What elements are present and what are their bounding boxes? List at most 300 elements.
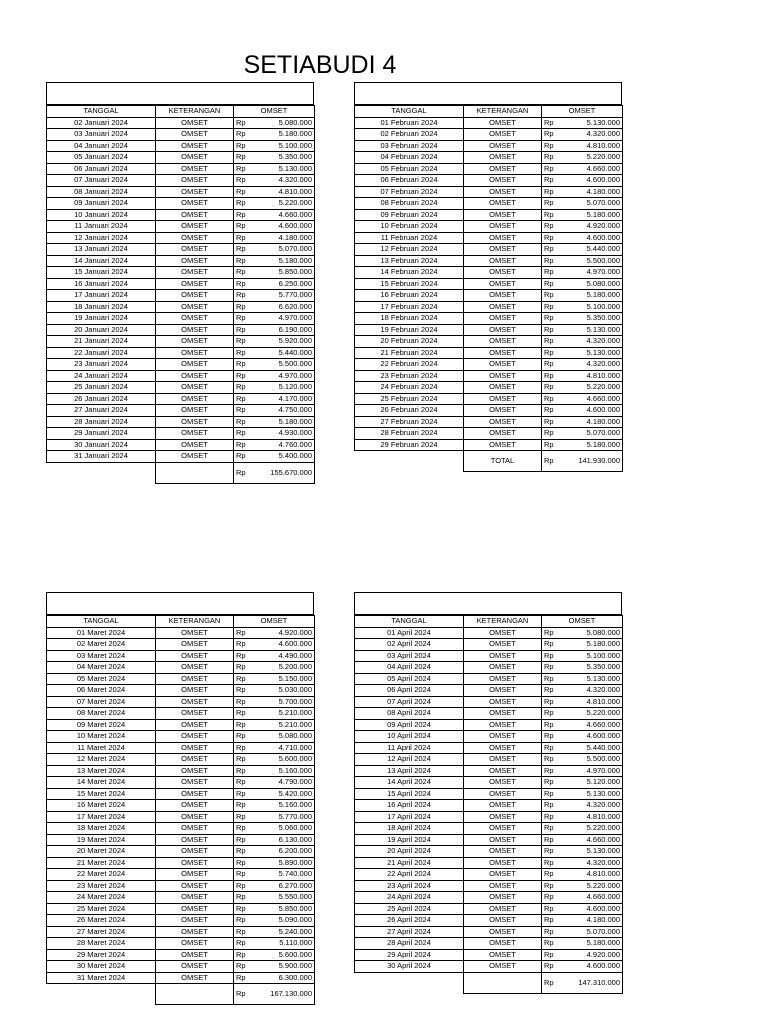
table-row [47, 650, 315, 662]
row-amount: 5.220.000 [560, 382, 623, 394]
row-amount: 4.660.000 [560, 892, 623, 904]
table-row [355, 301, 623, 313]
row-currency: Rp [542, 846, 560, 858]
table-row [47, 209, 315, 221]
row-keterangan: OMSET [464, 673, 542, 685]
row-amount: 4.600.000 [252, 639, 315, 651]
row-keterangan: OMSET [464, 915, 542, 927]
row-date: 20 Januari 2024 [47, 324, 156, 336]
row-currency: Rp [234, 696, 252, 708]
row-keterangan: OMSET [464, 370, 542, 382]
table-row [355, 938, 623, 950]
table-row [47, 221, 315, 233]
row-currency: Rp [234, 731, 252, 743]
header-omset: OMSET [542, 106, 623, 118]
table-row [355, 765, 623, 777]
row-amount: 4.750.000 [252, 405, 315, 417]
row-amount: 5.080.000 [560, 278, 623, 290]
row-date: 16 Januari 2024 [47, 278, 156, 290]
table-row [355, 382, 623, 394]
row-keterangan: OMSET [156, 880, 234, 892]
row-date: 17 Maret 2024 [47, 811, 156, 823]
row-keterangan: OMSET [464, 129, 542, 141]
row-keterangan: OMSET [464, 892, 542, 904]
total-label [156, 984, 234, 1005]
row-amount: 4.810.000 [560, 869, 623, 881]
row-date: 02 April 2024 [355, 639, 464, 651]
row-amount: 5.700.000 [252, 696, 315, 708]
row-currency: Rp [234, 823, 252, 835]
table-row [47, 846, 315, 858]
row-keterangan: OMSET [156, 823, 234, 835]
row-currency: Rp [234, 673, 252, 685]
row-date: 08 Maret 2024 [47, 708, 156, 720]
row-keterangan: OMSET [464, 765, 542, 777]
row-keterangan: OMSET [464, 267, 542, 279]
row-amount: 5.440.000 [560, 244, 623, 256]
row-keterangan: OMSET [464, 140, 542, 152]
row-keterangan: OMSET [156, 370, 234, 382]
row-amount: 5.180.000 [252, 416, 315, 428]
row-keterangan: OMSET [156, 708, 234, 720]
table-row [355, 788, 623, 800]
row-date: 04 Maret 2024 [47, 662, 156, 674]
row-amount: 5.350.000 [560, 313, 623, 325]
row-amount: 4.660.000 [560, 834, 623, 846]
row-date: 09 April 2024 [355, 719, 464, 731]
header-keterangan: KETERANGAN [156, 106, 234, 118]
row-amount: 4.810.000 [252, 186, 315, 198]
row-amount: 4.790.000 [252, 777, 315, 789]
row-keterangan: OMSET [156, 903, 234, 915]
row-amount: 4.660.000 [560, 719, 623, 731]
row-amount: 4.170.000 [252, 393, 315, 405]
table-row [355, 393, 623, 405]
table-row [47, 777, 315, 789]
row-keterangan: OMSET [464, 428, 542, 440]
row-currency: Rp [542, 278, 560, 290]
row-amount: 5.180.000 [560, 938, 623, 950]
row-amount: 5.500.000 [560, 255, 623, 267]
row-amount: 5.500.000 [560, 754, 623, 766]
row-keterangan: OMSET [156, 290, 234, 302]
row-date: 28 April 2024 [355, 938, 464, 950]
row-keterangan: OMSET [464, 278, 542, 290]
row-amount: 5.180.000 [560, 209, 623, 221]
row-amount: 5.210.000 [252, 719, 315, 731]
row-currency: Rp [234, 926, 252, 938]
row-amount: 4.600.000 [560, 405, 623, 417]
row-amount: 4.930.000 [252, 428, 315, 440]
row-keterangan: OMSET [464, 186, 542, 198]
row-date: 05 Februari 2024 [355, 163, 464, 175]
row-date: 04 April 2024 [355, 662, 464, 674]
row-currency: Rp [234, 290, 252, 302]
total-empty-cell [355, 451, 464, 472]
table-row [355, 961, 623, 973]
table-row [47, 972, 315, 984]
row-keterangan: OMSET [464, 221, 542, 233]
row-amount: 5.500.000 [252, 359, 315, 371]
table-caption-box [354, 592, 622, 615]
table-row [47, 708, 315, 720]
row-amount: 4.660.000 [560, 163, 623, 175]
row-currency: Rp [542, 129, 560, 141]
row-currency: Rp [542, 754, 560, 766]
row-currency: Rp [542, 175, 560, 187]
row-currency: Rp [542, 370, 560, 382]
table-row [47, 857, 315, 869]
table-row [355, 416, 623, 428]
row-date: 19 Februari 2024 [355, 324, 464, 336]
row-currency: Rp [542, 267, 560, 279]
row-date: 21 Januari 2024 [47, 336, 156, 348]
row-date: 03 April 2024 [355, 650, 464, 662]
row-date: 11 Maret 2024 [47, 742, 156, 754]
row-amount: 6.300.000 [252, 972, 315, 984]
table-row [355, 244, 623, 256]
row-amount: 4.180.000 [560, 915, 623, 927]
omset-table [354, 105, 623, 472]
row-amount: 5.440.000 [560, 742, 623, 754]
row-currency: Rp [542, 313, 560, 325]
row-keterangan: OMSET [156, 719, 234, 731]
row-date: 19 Maret 2024 [47, 834, 156, 846]
row-currency: Rp [234, 915, 252, 927]
table-row [355, 290, 623, 302]
row-keterangan: OMSET [156, 673, 234, 685]
row-keterangan: OMSET [464, 301, 542, 313]
row-amount: 5.130.000 [560, 788, 623, 800]
table-row [47, 811, 315, 823]
row-keterangan: OMSET [156, 800, 234, 812]
table-row [47, 451, 315, 463]
table-row [355, 152, 623, 164]
table-row [47, 405, 315, 417]
row-currency: Rp [234, 880, 252, 892]
row-keterangan: OMSET [156, 915, 234, 927]
row-keterangan: OMSET [156, 347, 234, 359]
row-currency: Rp [542, 650, 560, 662]
row-date: 29 Januari 2024 [47, 428, 156, 440]
row-keterangan: OMSET [156, 846, 234, 858]
header-omset: OMSET [542, 616, 623, 628]
row-currency: Rp [234, 846, 252, 858]
total-empty-cell [47, 462, 156, 483]
row-date: 03 Maret 2024 [47, 650, 156, 662]
row-currency: Rp [542, 347, 560, 359]
row-currency: Rp [542, 949, 560, 961]
row-date: 25 Maret 2024 [47, 903, 156, 915]
table-row [47, 347, 315, 359]
row-currency: Rp [234, 267, 252, 279]
row-amount: 4.710.000 [252, 742, 315, 754]
row-amount: 5.220.000 [560, 823, 623, 835]
row-currency: Rp [234, 313, 252, 325]
row-amount: 5.440.000 [252, 347, 315, 359]
table-row [47, 627, 315, 639]
row-date: 05 April 2024 [355, 673, 464, 685]
omset-table [46, 615, 315, 1005]
table-row [47, 915, 315, 927]
row-currency: Rp [234, 324, 252, 336]
row-keterangan: OMSET [156, 313, 234, 325]
page-title: SETIABUDI 4 [243, 51, 397, 79]
row-date: 19 April 2024 [355, 834, 464, 846]
row-date: 31 Januari 2024 [47, 451, 156, 463]
total-empty-cell [355, 972, 464, 993]
row-amount: 4.600.000 [252, 221, 315, 233]
row-date: 11 April 2024 [355, 742, 464, 754]
table-row [355, 731, 623, 743]
row-date: 19 Januari 2024 [47, 313, 156, 325]
row-date: 13 April 2024 [355, 765, 464, 777]
table-row [355, 650, 623, 662]
total-empty-cell [47, 984, 156, 1005]
table-row [355, 800, 623, 812]
row-date: 24 April 2024 [355, 892, 464, 904]
row-keterangan: OMSET [156, 811, 234, 823]
row-amount: 5.350.000 [560, 662, 623, 674]
row-amount: 5.850.000 [252, 267, 315, 279]
row-amount: 5.070.000 [560, 198, 623, 210]
table-row [355, 140, 623, 152]
row-amount: 6.250.000 [252, 278, 315, 290]
row-keterangan: OMSET [464, 232, 542, 244]
table-row [47, 393, 315, 405]
table-row [47, 163, 315, 175]
row-keterangan: OMSET [156, 129, 234, 141]
row-date: 01 Maret 2024 [47, 627, 156, 639]
total-row [47, 984, 315, 1005]
row-keterangan: OMSET [156, 696, 234, 708]
row-date: 27 Februari 2024 [355, 416, 464, 428]
table-row [47, 244, 315, 256]
row-keterangan: OMSET [464, 347, 542, 359]
table-row [355, 846, 623, 858]
row-date: 21 Maret 2024 [47, 857, 156, 869]
row-keterangan: OMSET [464, 754, 542, 766]
row-currency: Rp [542, 163, 560, 175]
table-row [47, 719, 315, 731]
table-row [355, 915, 623, 927]
row-date: 01 Februari 2024 [355, 117, 464, 129]
row-keterangan: OMSET [156, 731, 234, 743]
table-row [355, 673, 623, 685]
row-amount: 4.600.000 [560, 731, 623, 743]
row-currency: Rp [542, 301, 560, 313]
row-currency: Rp [234, 788, 252, 800]
row-amount: 5.130.000 [560, 324, 623, 336]
row-amount: 4.490.000 [252, 650, 315, 662]
row-keterangan: OMSET [156, 255, 234, 267]
row-date: 25 Februari 2024 [355, 393, 464, 405]
row-date: 15 Januari 2024 [47, 267, 156, 279]
row-keterangan: OMSET [156, 117, 234, 129]
total-amount: 167.130.000 [252, 984, 315, 1005]
row-amount: 5.110.000 [252, 938, 315, 950]
row-date: 10 April 2024 [355, 731, 464, 743]
row-currency: Rp [234, 777, 252, 789]
row-currency: Rp [234, 857, 252, 869]
table-row [355, 117, 623, 129]
row-date: 27 Maret 2024 [47, 926, 156, 938]
row-date: 23 April 2024 [355, 880, 464, 892]
row-amount: 4.320.000 [252, 175, 315, 187]
omset-table [46, 105, 315, 484]
row-keterangan: OMSET [464, 650, 542, 662]
row-amount: 5.030.000 [252, 685, 315, 697]
row-currency: Rp [542, 221, 560, 233]
row-currency: Rp [234, 428, 252, 440]
row-date: 16 Februari 2024 [355, 290, 464, 302]
row-amount: 5.220.000 [252, 198, 315, 210]
row-currency: Rp [542, 834, 560, 846]
row-date: 06 April 2024 [355, 685, 464, 697]
total-row [355, 972, 623, 993]
row-keterangan: OMSET [464, 359, 542, 371]
row-currency: Rp [542, 428, 560, 440]
row-amount: 5.060.000 [252, 823, 315, 835]
row-currency: Rp [234, 278, 252, 290]
row-amount: 6.190.000 [252, 324, 315, 336]
row-currency: Rp [234, 221, 252, 233]
row-date: 12 April 2024 [355, 754, 464, 766]
row-keterangan: OMSET [464, 880, 542, 892]
row-amount: 5.130.000 [560, 673, 623, 685]
row-amount: 6.270.000 [252, 880, 315, 892]
row-keterangan: OMSET [156, 685, 234, 697]
row-keterangan: OMSET [464, 152, 542, 164]
row-amount: 4.320.000 [560, 800, 623, 812]
table-row [355, 708, 623, 720]
row-amount: 5.180.000 [560, 639, 623, 651]
row-currency: Rp [234, 405, 252, 417]
table-row [47, 290, 315, 302]
row-amount: 5.130.000 [560, 846, 623, 858]
row-date: 21 April 2024 [355, 857, 464, 869]
table-row [355, 347, 623, 359]
row-currency: Rp [234, 382, 252, 394]
row-amount: 4.810.000 [560, 696, 623, 708]
row-keterangan: OMSET [156, 639, 234, 651]
row-keterangan: OMSET [156, 221, 234, 233]
row-keterangan: OMSET [464, 313, 542, 325]
row-amount: 5.600.000 [252, 754, 315, 766]
row-amount: 4.660.000 [560, 393, 623, 405]
row-keterangan: OMSET [156, 754, 234, 766]
row-currency: Rp [234, 662, 252, 674]
row-currency: Rp [234, 186, 252, 198]
row-date: 26 Maret 2024 [47, 915, 156, 927]
table-row [47, 198, 315, 210]
table-row [355, 857, 623, 869]
row-date: 08 Februari 2024 [355, 198, 464, 210]
row-amount: 4.810.000 [560, 140, 623, 152]
table-row [355, 777, 623, 789]
table-row [47, 731, 315, 743]
row-keterangan: OMSET [464, 244, 542, 256]
row-date: 18 Februari 2024 [355, 313, 464, 325]
row-date: 15 April 2024 [355, 788, 464, 800]
table-row [355, 696, 623, 708]
table-row [355, 949, 623, 961]
table-row [355, 163, 623, 175]
row-currency: Rp [542, 662, 560, 674]
row-currency: Rp [234, 163, 252, 175]
row-currency: Rp [234, 800, 252, 812]
row-keterangan: OMSET [464, 117, 542, 129]
row-keterangan: OMSET [464, 336, 542, 348]
row-keterangan: OMSET [156, 186, 234, 198]
table-row [47, 903, 315, 915]
row-keterangan: OMSET [156, 244, 234, 256]
row-amount: 5.160.000 [252, 765, 315, 777]
row-currency: Rp [542, 719, 560, 731]
row-date: 22 Januari 2024 [47, 347, 156, 359]
row-currency: Rp [542, 382, 560, 394]
row-keterangan: OMSET [464, 788, 542, 800]
row-date: 11 Januari 2024 [47, 221, 156, 233]
total-amount: 141.930.000 [560, 451, 623, 472]
row-currency: Rp [234, 451, 252, 463]
row-currency: Rp [542, 696, 560, 708]
row-keterangan: OMSET [464, 869, 542, 881]
row-currency: Rp [234, 949, 252, 961]
row-amount: 5.100.000 [252, 140, 315, 152]
row-keterangan: OMSET [464, 255, 542, 267]
table-row [355, 267, 623, 279]
row-keterangan: OMSET [464, 439, 542, 451]
table-row [47, 186, 315, 198]
row-keterangan: OMSET [156, 405, 234, 417]
row-currency: Rp [234, 834, 252, 846]
row-amount: 5.080.000 [252, 731, 315, 743]
row-keterangan: OMSET [156, 359, 234, 371]
row-date: 09 Maret 2024 [47, 719, 156, 731]
row-keterangan: OMSET [156, 742, 234, 754]
table-row [355, 754, 623, 766]
row-currency: Rp [234, 685, 252, 697]
total-currency: Rp [234, 462, 252, 483]
row-currency: Rp [542, 186, 560, 198]
row-amount: 5.100.000 [560, 301, 623, 313]
row-date: 03 Januari 2024 [47, 129, 156, 141]
row-amount: 4.600.000 [560, 232, 623, 244]
row-amount: 5.180.000 [252, 129, 315, 141]
row-date: 17 Februari 2024 [355, 301, 464, 313]
row-currency: Rp [234, 209, 252, 221]
row-currency: Rp [542, 627, 560, 639]
row-amount: 4.320.000 [560, 359, 623, 371]
row-amount: 5.920.000 [252, 336, 315, 348]
row-date: 14 Maret 2024 [47, 777, 156, 789]
row-keterangan: OMSET [156, 278, 234, 290]
table-row [47, 961, 315, 973]
row-date: 11 Februari 2024 [355, 232, 464, 244]
row-currency: Rp [234, 359, 252, 371]
row-date: 02 Januari 2024 [47, 117, 156, 129]
table-row [47, 324, 315, 336]
table-row [355, 313, 623, 325]
table-caption-box [46, 82, 314, 105]
row-currency: Rp [234, 938, 252, 950]
row-keterangan: OMSET [464, 742, 542, 754]
row-date: 07 Januari 2024 [47, 175, 156, 187]
row-currency: Rp [542, 857, 560, 869]
row-keterangan: OMSET [156, 301, 234, 313]
row-keterangan: OMSET [156, 972, 234, 984]
